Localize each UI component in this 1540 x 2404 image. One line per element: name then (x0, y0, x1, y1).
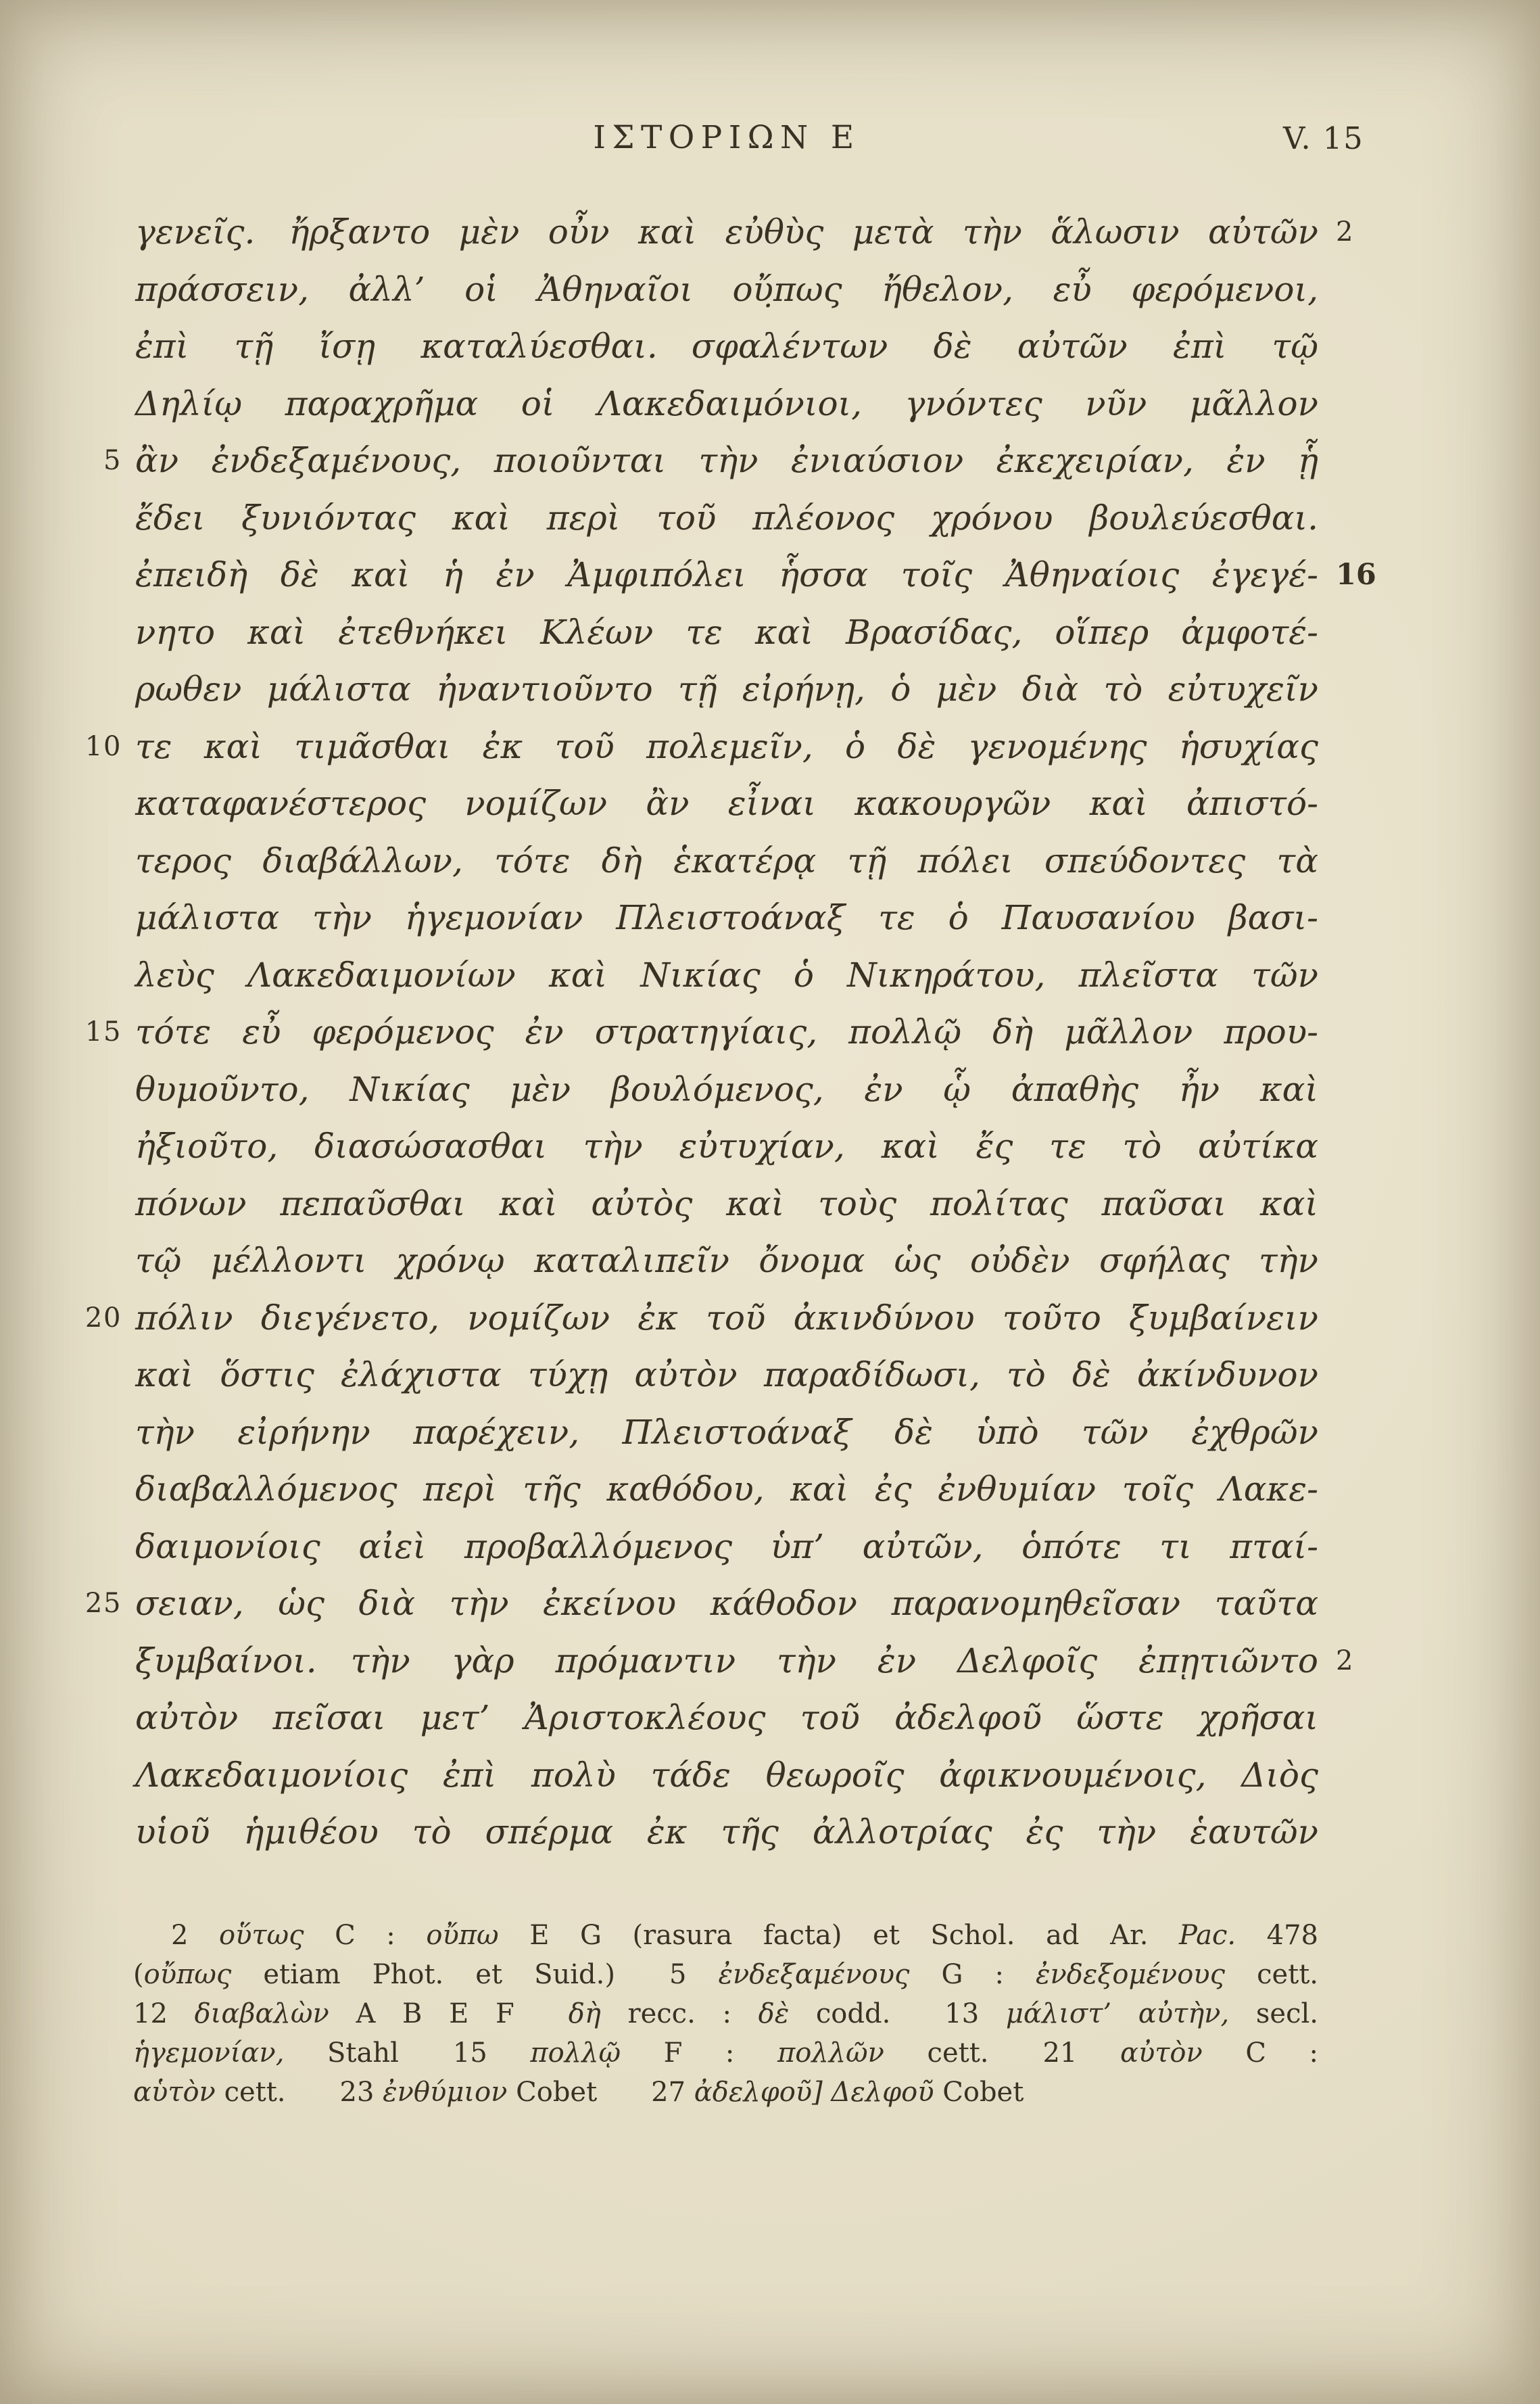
section-number: 2 (1336, 216, 1353, 248)
text-line (135, 1118, 1318, 1175)
apparatus-segment: Cobet (516, 2077, 652, 2108)
apparatus-line (133, 2033, 1318, 2073)
greek-text-line: λεὺς Λακεδαιμονίων καὶ Νικίας ὁ Νικηράτου, πλεῖστα τῶν (135, 955, 1318, 995)
apparatus-segment: Cobet (942, 2077, 1024, 2108)
apparatus-segment: διαβαλὼν (194, 1998, 356, 2029)
apparatus-segment: Stahl (327, 2037, 453, 2069)
text-line (103, 432, 1318, 490)
apparatus-segment: E G (rasura facta) et Schol. ad Ar. (529, 1920, 1179, 1951)
greek-text-line: πράσσειν, ἀλλ’ οἱ Ἀθηναῖοι οὔ̣πως ἤθελον, εὖ φερόμενοι, (135, 269, 1318, 309)
apparatus-segment: ἐνθύμιον (383, 2077, 516, 2108)
line-number: 10 (85, 730, 122, 762)
apparatus-segment: ἐνδεξομένους (1036, 1959, 1257, 1990)
apparatus-segment: G : (941, 1959, 1036, 1990)
greek-text-line: πόλιν διεγένετο, νομίζων ἐκ τοῦ ἀκινδύνου τοῦτο ξυμβαίνειν (135, 1298, 1318, 1338)
greek-text-line: δαιμονίοις αἰεὶ προβαλλόμενος ὑπ’ αὐτῶν, ὁπότε τι πταί- (135, 1526, 1318, 1566)
apparatus-segment: 27 (651, 2077, 694, 2108)
text-line (135, 1061, 1318, 1118)
apparatus-segment: 478 (1236, 1920, 1319, 1951)
greek-text-line: διαβαλλόμενος περὶ τῆς καθόδου, καὶ ἐς ἐνθυμίαν τοῖς Λακε- (135, 1469, 1318, 1509)
text-line (135, 1632, 1353, 1690)
greek-text-line: ἠξιοῦτο, διασώσασθαι τὴν εὐτυχίαν, καὶ ἔς τε τὸ αὐτίκα (135, 1127, 1318, 1166)
apparatus-segment: 21 (1042, 2037, 1120, 2069)
greek-text-line: ἂν ἐνδεξαμένους, ποιοῦνται τὴν ἐνιαύσιον ἐκεχειρίαν, ἐν ᾗ (135, 441, 1318, 480)
apparatus-segment: αὑτὸν (133, 2077, 224, 2108)
text-line (135, 775, 1318, 832)
apparatus-line (133, 1916, 1318, 1955)
text-line (135, 375, 1318, 433)
apparatus-segment: 2 (171, 1920, 220, 1951)
apparatus-line (133, 1994, 1318, 2033)
apparatus-segment: cett. (224, 2077, 340, 2108)
text-line (135, 1518, 1318, 1576)
apparatus-line (133, 1955, 1318, 1994)
text-line (135, 661, 1318, 718)
apparatus-segment: 15 (452, 2037, 531, 2069)
apparatus-segment: ἀδελφοῦ] Δελφοῦ (694, 2077, 943, 2108)
greek-text-line: σειαν, ὡς διὰ τὴν ἐκείνου κάθοδον παρανομηθεῖσαν ταῦτα (135, 1584, 1318, 1623)
apparatus-segment: οὔπως (143, 1959, 264, 1990)
line-number: 15 (85, 1016, 122, 1047)
text-line (135, 1175, 1318, 1233)
greek-text-line: Λακεδαιμονίοις ἐπὶ πολὺ τάδε θεωροῖς ἀφικνουμένοις, Διὸς (135, 1755, 1318, 1795)
text-line (85, 1575, 1318, 1632)
apparatus-segment: οὕτως (219, 1920, 335, 1951)
greek-text-line: ξυμβαίνοι. τὴν γὰρ πρόμαντιν τὴν ἐν Δελφοῖς ἐπῃτιῶντο (135, 1641, 1318, 1680)
greek-text-line: ἐπειδὴ δὲ καὶ ἡ ἐν Ἀμφιπόλει ἧσσα τοῖς Ἀθηναίοις ἐγεγέ- (135, 555, 1318, 594)
apparatus-segment: δὴ (568, 1998, 628, 2029)
greek-text-line: υἱοῦ ἡμιθέου τὸ σπέρμα ἐκ τῆς ἀλλοτρίας ἐς τὴν ἑαυτῶν (135, 1812, 1318, 1852)
text-line (135, 889, 1318, 947)
text-line (135, 318, 1318, 375)
apparatus-segment: Pac. (1179, 1920, 1236, 1951)
text-line (135, 1689, 1318, 1747)
text-line (135, 490, 1318, 547)
text-line (135, 1232, 1318, 1290)
page-reference: V. 15 (1283, 120, 1364, 156)
text-line (135, 1461, 1318, 1518)
greek-text-line: πόνων πεπαῦσθαι καὶ αὐτὸς καὶ τοὺς πολίτας παῦσαι καὶ (135, 1183, 1318, 1223)
apparatus-block (133, 1916, 1318, 2112)
greek-text-line: μάλιστα τὴν ἡγεμονίαν Πλειστοάναξ τε ὁ Παυσανίου βασι- (135, 898, 1318, 937)
apparatus-segment: codd. (815, 1998, 945, 2029)
text-line (135, 546, 1376, 604)
greek-text-line: τὴν εἰρήνην παρέχειν, Πλειστοάναξ δὲ ὑπὸ τῶν ἐχθρῶν (135, 1412, 1318, 1452)
apparatus-segment: 5 (669, 1959, 719, 1990)
apparatus-segment: cett. (1257, 1959, 1318, 1990)
apparatus-segment: οὔπω (426, 1920, 530, 1951)
text-line (135, 1346, 1318, 1404)
greek-text-line: νητο καὶ ἐτεθνήκει Κλέων τε καὶ Βρασίδας, οἵπερ ἀμφοτέ- (135, 612, 1318, 652)
apparatus-segment: 13 (944, 1998, 1006, 2029)
apparatus-segment: C : (335, 1920, 427, 1951)
text-line (135, 204, 1353, 261)
text-line (85, 718, 1318, 776)
greek-text-line: γενεῖς. ἤρξαντο μὲν οὖν καὶ εὐθὺς μετὰ τὴν ἅλωσιν αὐτῶν (135, 212, 1318, 252)
apparatus-segment: cett. (927, 2037, 1043, 2069)
line-number: 5 (103, 445, 122, 476)
text-line (135, 1747, 1318, 1804)
greek-text-line: ρωθεν μάλιστα ἠναντιοῦντο τῇ εἰρήνῃ, ὁ μὲν διὰ τὸ εὐτυχεῖν (135, 669, 1318, 709)
greek-text-line: τῷ μέλλοντι χρόνῳ καταλιπεῖν ὄνομα ὡς οὐδὲν σφήλας τὴν (135, 1241, 1318, 1280)
apparatus-line (133, 2073, 1318, 2112)
greek-text-line: τερος διαβάλλων, τότε δὴ ἑκατέρᾳ τῇ πόλει σπεύδοντες τὰ (135, 841, 1318, 880)
apparatus-segment: recc. : (627, 1998, 759, 2029)
greek-text-line: τότε εὖ φερόμενος ἐν στρατηγίαις, πολλῷ δὴ μᾶλλον πρου- (135, 1012, 1318, 1052)
apparatus-segment: πολλῶν (777, 2037, 928, 2069)
apparatus-segment: F : (663, 2037, 777, 2069)
apparatus-segment: ἐνδεξαμένους (718, 1959, 942, 1990)
greek-text-line: ἔδει ξυνιόντας καὶ περὶ τοῦ πλέονος χρόνου βουλεύεσθαι. (135, 498, 1318, 538)
text-line (135, 604, 1318, 661)
apparatus-segment: αὐτὸν (1120, 2037, 1246, 2069)
line-number: 20 (85, 1302, 122, 1334)
section-number: 2 (1336, 1645, 1353, 1676)
greek-text-line: καὶ ὅστις ἐλάχιστα τύχῃ αὐτὸν παραδίδωσι, τὸ δὲ ἀκίνδυνον (135, 1355, 1318, 1394)
apparatus-segment: 23 (339, 2077, 383, 2108)
text-line (135, 261, 1318, 319)
apparatus-segment: A B E F (356, 1998, 569, 2029)
text-line (135, 1804, 1318, 1861)
text-line (135, 1404, 1318, 1461)
greek-text-line: ἐπὶ τῇ ἴσῃ καταλύεσθαι. σφαλέντων δὲ αὐτῶν ἐπὶ τῷ (135, 327, 1318, 366)
text-line (85, 1004, 1318, 1061)
apparatus-segment: δὲ (758, 1998, 816, 2029)
section-number: 16 (1336, 558, 1376, 592)
apparatus-segment: 12 (133, 1998, 195, 2029)
greek-text-line: αὐτὸν πεῖσαι μετ’ Ἀριστοκλέους τοῦ ἀδελφοῦ ὥστε χρῆσαι (135, 1698, 1318, 1737)
apparatus-segment: secl. (1255, 1998, 1318, 2029)
apparatus-segment: etiam Phot. et Suid.) (263, 1959, 669, 1990)
apparatus-segment: ἡγεμονίαν, (133, 2037, 328, 2069)
text-line (135, 947, 1318, 1004)
running-head-title: ΙΣΤΟΡΙΩΝ Ε (593, 119, 861, 156)
apparatus-segment: C : (1245, 2037, 1319, 2069)
greek-text-line: καταφανέστερος νομίζων ἂν εἶναι κακουργῶν καὶ ἀπιστό- (135, 784, 1318, 823)
greek-text-line: Δηλίῳ παραχρῆμα οἱ Λακεδαιμόνιοι, γνόντες νῦν μᾶλλον (135, 383, 1318, 423)
greek-text-line: τε καὶ τιμᾶσθαι ἐκ τοῦ πολεμεῖν, ὁ δὲ γενομένης ἡσυχίας (135, 726, 1318, 766)
apparatus-segment: ( (133, 1959, 144, 1990)
greek-text-line: θυμοῦντο, Νικίας μὲν βουλόμενος, ἐν ᾧ ἀπαθὴς ἦν καὶ (135, 1069, 1318, 1109)
line-number: 25 (85, 1588, 122, 1619)
text-block (85, 204, 1376, 1861)
apparatus-segment: μάλιστ’ αὐτὴν, (1005, 1998, 1256, 2029)
apparatus-segment: πολλῷ (530, 2037, 664, 2069)
text-line (135, 832, 1318, 890)
text-line (85, 1290, 1318, 1347)
